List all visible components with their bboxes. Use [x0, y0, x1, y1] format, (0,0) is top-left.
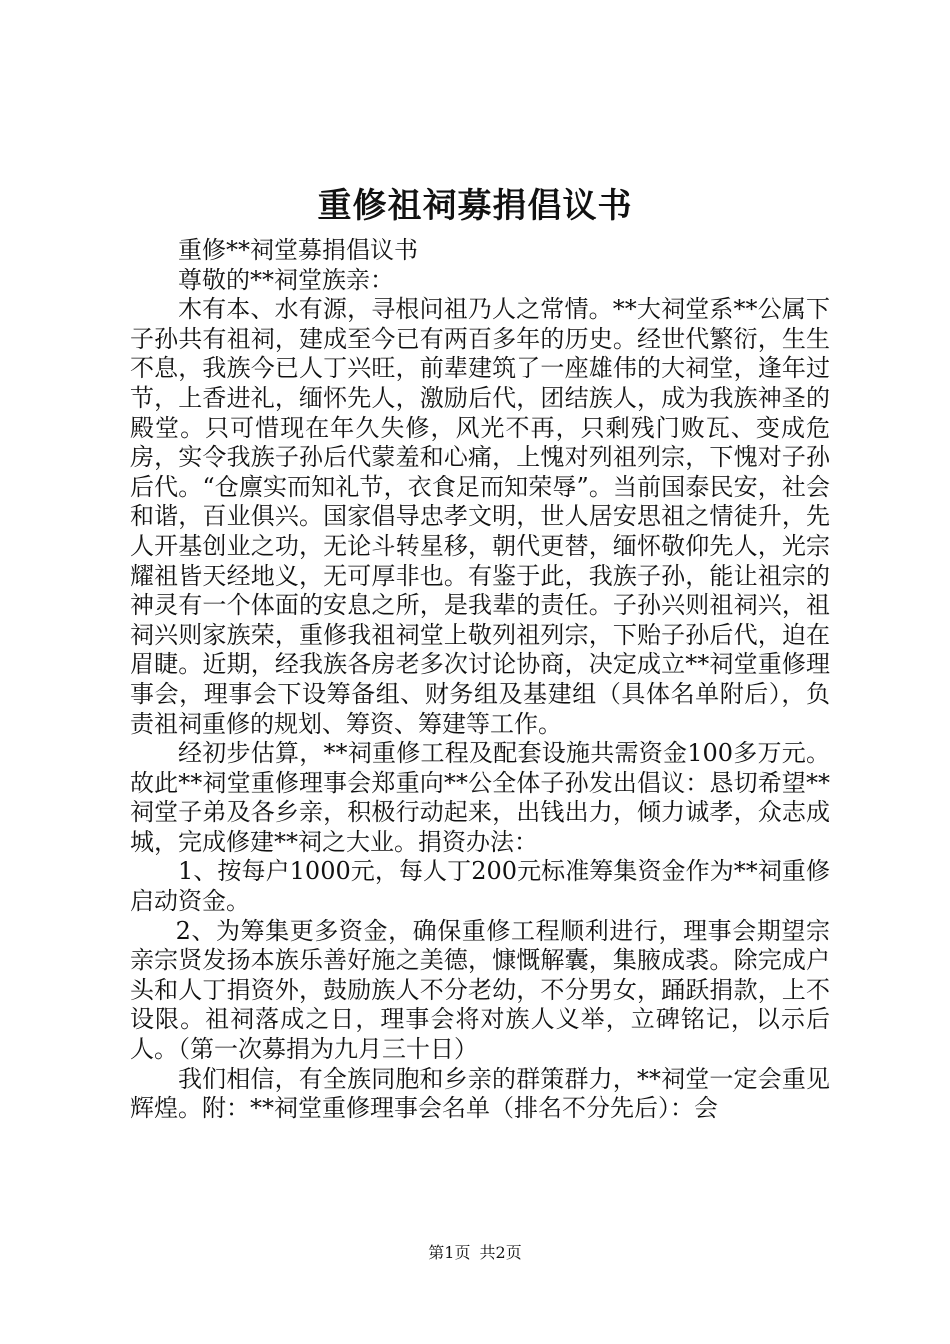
paragraph-closing: 我们相信，有全族同胞和乡亲的群策群力，**祠堂一定会重见辉煌。附：**祠堂重修理事会名单（排名不分先后）：会	[130, 1064, 830, 1123]
paragraph-estimate: 经初步估算，**祠重修工程及配套设施共需资金100多万元。故此**祠堂重修理事会郑重向**公全体子孙发出倡议：恳切希望**祠堂子弟及各乡亲，积极行动起来，出钱出力，倾力诚孝，众志成城，完成修建**祠之大业。捐资办法：	[130, 739, 830, 856]
paragraph-method-1: 1、按每户1000元，每人丁200元标准筹集资金作为**祠重修启动资金。	[130, 857, 830, 916]
subtitle-line: 重修**祠堂募捐倡议书	[178, 236, 418, 264]
page-footer	[0, 1242, 950, 1264]
document-body	[130, 236, 830, 1124]
page-total: 共2页	[479, 1243, 522, 1262]
document-title: 重修祖祠募捐倡议书	[317, 186, 633, 226]
paragraph-intro: 木有本、水有源，寻根问祖乃人之常情。**大祠堂系**公属下子孙共有祖祠，建成至今已有两百多年的历史。经世代繁衍，生生不息，我族今已人丁兴旺，前辈建筑了一座雄伟的大祠堂，逢年过节，上香进礼，缅怀先人，激励后代，团结族人，成为我族神圣的殿堂。只可惜现在年久失修，风光不再，只剩残门败瓦、变成危房，实令我族子孙后代蒙羞和心痛，上愧对列祖列宗，下愧对子孙后代。“仓廪实而知礼节，衣食足而知荣辱”。当前国泰民安，社会和谐，百业俱兴。国家倡导忠孝文明，世人居安思祖之情徒升，先人开基创业之功，无论斗转星移，朝代更替，缅怀敬仰先人，光宗耀祖皆天经地义，无可厚非也。有鉴于此，我族子孙，能让祖宗的神灵有一个体面的安息之所，是我辈的责任。子孙兴则祖祠兴，祖祠兴则家族荣，重修我祖祠堂上敬列祖列宗，下贻子孙后代，迫在眉睫。近期，经我族各房老多次讨论协商，决定成立**祠堂重修理事会，理事会下设筹备组、财务组及基建组（具体名单附后），负责祖祠重修的规划、筹资、筹建等工作。	[130, 295, 830, 738]
page-number: 第1页	[428, 1243, 471, 1262]
paragraph-method-2: 2、为筹集更多资金，确保重修工程顺利进行，理事会期望宗亲宗贤发扬本族乐善好施之美德，慷慨解囊，集腋成裘。除完成户头和人丁捐资外，鼓励族人不分老幼，不分男女，踊跃捐款，上不设限。祖祠落成之日，理事会将对族人义举，立碑铭记，以示后人。（第一次募捐为九月三十日）	[130, 916, 830, 1064]
salutation-line: 尊敬的**祠堂族亲：	[178, 265, 394, 294]
